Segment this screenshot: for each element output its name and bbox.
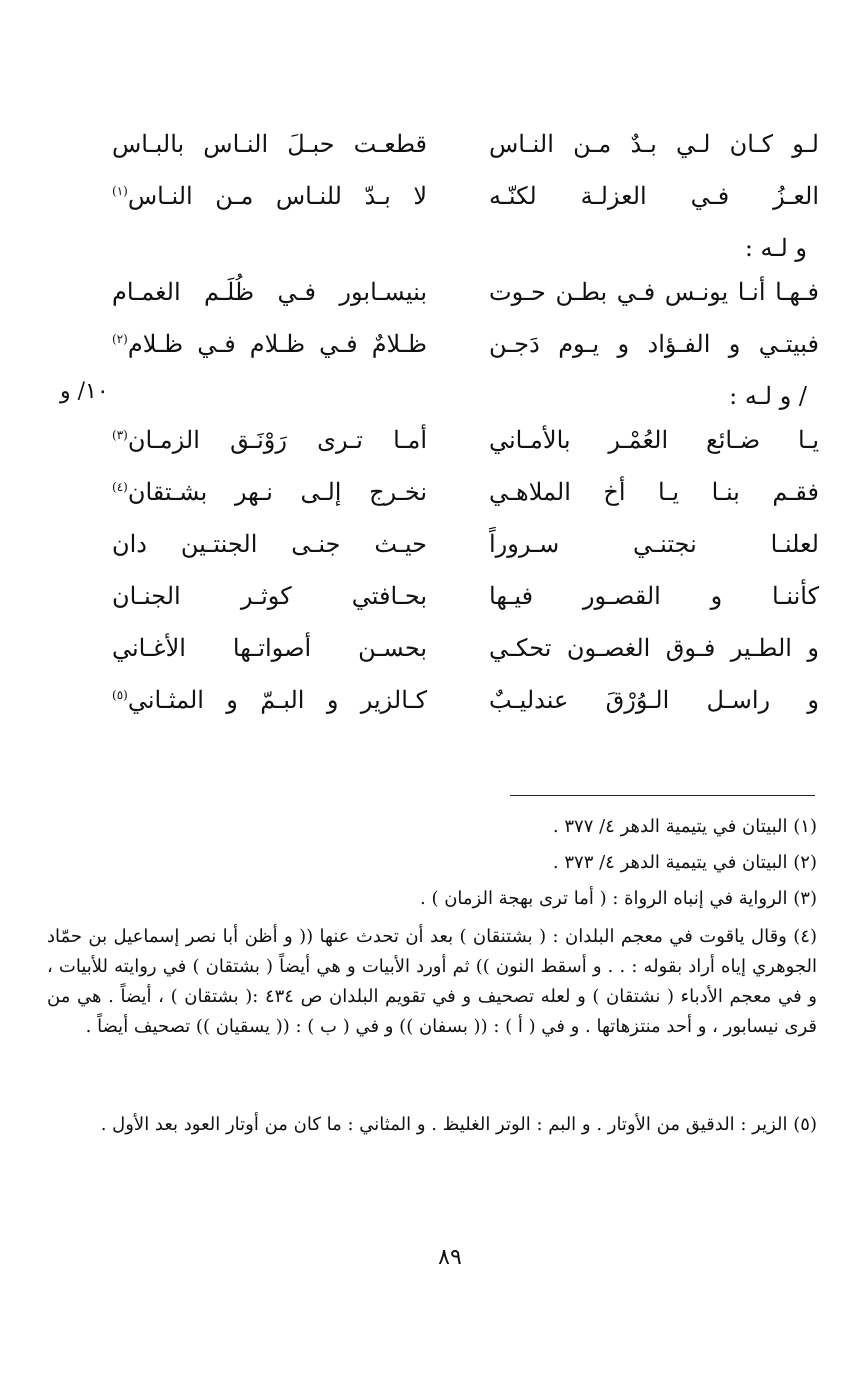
verse-9-second-hemistich (112, 632, 427, 664)
verse-5-second-hemistich (112, 424, 427, 456)
footnote-separator (510, 795, 815, 796)
footnote-2: (٢) البيتان في يتيمية الدهر ٤/ ٣٧٣ . (552, 852, 817, 873)
verse-3-second-hemistich (112, 276, 427, 308)
margin-folio-marker: ١٠/ و (60, 379, 109, 404)
footnote-4: (٤) وقال ياقوت في معجم البلدان : ( بشتنقان ) بعد أن تحدث عنها (( و أظن أبا نصر إسماعيل بن حمّاد الجوهري إياه أراد بقوله : . . و أسقط النون )) ثم أورد الأبيات و هي أيضاً ( بشتقان ) في روايته للأبيات ، و في معجم الأدباء ( نشتقان ) و لعله تصحيف و في تقويم البلدان ص ٤٣٤ :( بشتقان ) ، أيضاً . هي من قرى نيسابور ، و أحد منتزهاتها . و في ( أ ) : (( بسفان )) و في ( ب ) : (( يسقيان )) تصحيف أيضاً . (47, 926, 817, 1037)
footnote-3: (٣) الرواية في إنباه الرواة : ( أما ترى بهجة الزمان ) . (420, 888, 817, 909)
verse-7-first-hemistich: لعلنـا نجتنـي سـروراً (489, 530, 819, 558)
footnote-1: (١) البيتان في يتيمية الدهر ٤/ ٣٧٧ . (552, 816, 817, 837)
verse-7-second-hemistich (112, 528, 427, 560)
verse-10-first-hemistich: و راسـل الـوُرْقَ عندليـبٌ (489, 686, 819, 714)
footnote-ref-5: (٥) (112, 688, 128, 702)
heading-wa-lahu-1: و لـه : (744, 234, 807, 262)
verse-9-second-text: بحسـن أصواتـها الأغـاني (112, 634, 427, 662)
footnote-ref-1: (١) (112, 184, 128, 198)
verse-2-second-text: لا بـدّ للنـاس مـن النـاس (127, 182, 427, 210)
verse-10-second-text: كـالزير و البـمّ و المثـاني (127, 686, 427, 714)
verse-3-second-text: بنيسـابور فـي ظُلَـم الغمـام (112, 278, 427, 306)
verse-7-second-text: حيـث جنـى الجنتـين دان (112, 530, 427, 558)
footnote-ref-4: (٤) (112, 480, 128, 494)
verse-4-second-hemistich (112, 328, 427, 360)
footnote-ref-2: (٢) (112, 332, 128, 346)
page-number: ٨٩ (438, 1245, 462, 1270)
verse-6-first-hemistich: فقـم بنـا يـا أخ الملاهـي (489, 478, 819, 506)
verse-2-second-hemistich (112, 180, 427, 212)
heading-wa-lahu-2: / و لـه : (729, 382, 807, 410)
verse-5-second-text: أمـا تـرى رَوْنَـق الزمـان (127, 426, 427, 454)
verse-8-first-hemistich: كأننـا و القصـور فيـها (489, 582, 819, 610)
verse-6-second-hemistich (112, 476, 427, 508)
verse-2-first-hemistich: العـزُ فـي العزلـة لكنّـه (489, 182, 819, 210)
verse-9-first-hemistich: و الطـير فـوق الغصـون تحكـي (489, 634, 819, 662)
verse-1-second-text: قطعـت حبـلَ النـاس بالبـاس (112, 130, 427, 158)
verse-6-second-text: نخـرج إلـى نـهر بشـتقان (127, 478, 427, 506)
verse-3-first-hemistich: فـهـا أنـا يونـس فـي بطـن حـوت (489, 278, 819, 306)
verse-4-second-text: ظـلامٌ فـي ظـلام فـي ظـلام (127, 330, 427, 358)
verse-10-second-hemistich (112, 684, 427, 716)
verse-8-second-hemistich (112, 580, 427, 612)
verse-4-first-hemistich: فبيتـي و الفـؤاد و يـوم دَجـن (489, 330, 819, 358)
verse-1-second-hemistich (112, 128, 427, 160)
verse-1-first-hemistich: لـو كـان لـي بـدٌ مـن النـاس (489, 130, 819, 158)
footnote-5: (٥) الزير : الدقيق من الأوتار . و البم : الوتر الغليظ . و المثاني : ما كان من أوتار العود بعد الأول . (100, 1114, 817, 1135)
verse-5-first-hemistich: يـا ضـائع العُمْـر بالأمـاني (489, 426, 819, 454)
verse-8-second-text: بحـافتي كوثـر الجنـان (112, 582, 427, 610)
footnote-ref-3: (٣) (112, 428, 128, 442)
